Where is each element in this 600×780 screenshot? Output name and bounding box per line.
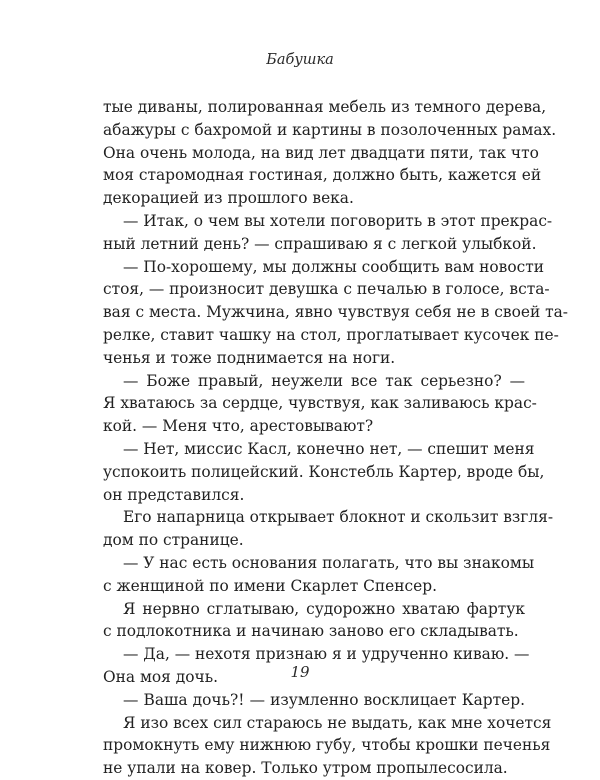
text-line: Его напарница открывает блокнот и скользит взгля- <box>123 508 554 527</box>
text-line: — Итак, о чем вы хотели поговорить в этот прекрас- <box>123 211 553 230</box>
text-line: Она моя дочь. <box>103 667 218 686</box>
text-line: тые диваны, полированная мебель из темного дерева, <box>103 98 547 116</box>
page-number: 19 <box>290 663 310 681</box>
text-line: с женщиной по имени Скарлет Спенсер. <box>103 576 438 595</box>
text-line: — Ваша дочь?! — изумленно восклицает Картер. <box>123 690 525 709</box>
text-line: Я изо всех сил стараюсь не выдать, как мне хочется <box>123 713 552 732</box>
text-line: дом по странице. <box>103 531 244 550</box>
text-line: релке, ставит чашку на стол, проглатывает кусочек пе- <box>103 325 559 344</box>
text-line: не упали на ковер. Только утром пропылесосила. <box>103 759 508 778</box>
text-line: Я хватаюсь за сердце, чувствуя, как заливаюсь крас- <box>103 394 537 413</box>
text-line: он представился. <box>103 485 245 504</box>
text-line: ченья и тоже поднимается на ноги. <box>103 348 396 367</box>
text-line: — Да, — нехотя признаю я и удрученно киваю. — <box>123 645 530 664</box>
text-line: с подлокотника и начинаю заново его складывать. <box>103 622 519 641</box>
text-line: ный летний день? — спрашиваю я с легкой улыбкой. <box>103 234 537 253</box>
text-line: вая с места. Мужчина, явно чувствуя себя не в своей та- <box>103 303 569 322</box>
text-line: успокоить полицейский. Констебль Картер, вроде бы, <box>103 462 545 481</box>
text-line: стоя, — произносит девушка с печалью в голосе, вста- <box>103 280 550 299</box>
text-line: декорацией из прошлого века. <box>103 189 354 208</box>
text-line: — Боже правый, неужели все так серьезно? — <box>123 371 525 390</box>
text-line: абажуры с бахромой и картины в позолоченных рамах. <box>103 120 557 139</box>
running-title: Бабушка <box>266 52 334 68</box>
text-line: — У нас есть основания полагать, что вы знакомы <box>123 553 535 572</box>
text-line: промокнуть ему нижнюю губу, чтобы крошки печенья <box>103 736 551 755</box>
text-line: моя старомодная гостиная, должно быть, кажется ей <box>103 166 542 185</box>
text-line: — Нет, миссис Касл, конечно нет, — спешит меня <box>123 439 535 458</box>
text-line: — По-хорошему, мы должны сообщить вам новости <box>123 257 544 276</box>
text-line: Я нервно сглатываю, судорожно хватаю фартук <box>123 599 525 618</box>
text-line: кой. — Меня что, арестовывают? <box>103 417 374 436</box>
text-line: Она очень молода, на вид лет двадцати пяти, так что <box>103 143 539 162</box>
